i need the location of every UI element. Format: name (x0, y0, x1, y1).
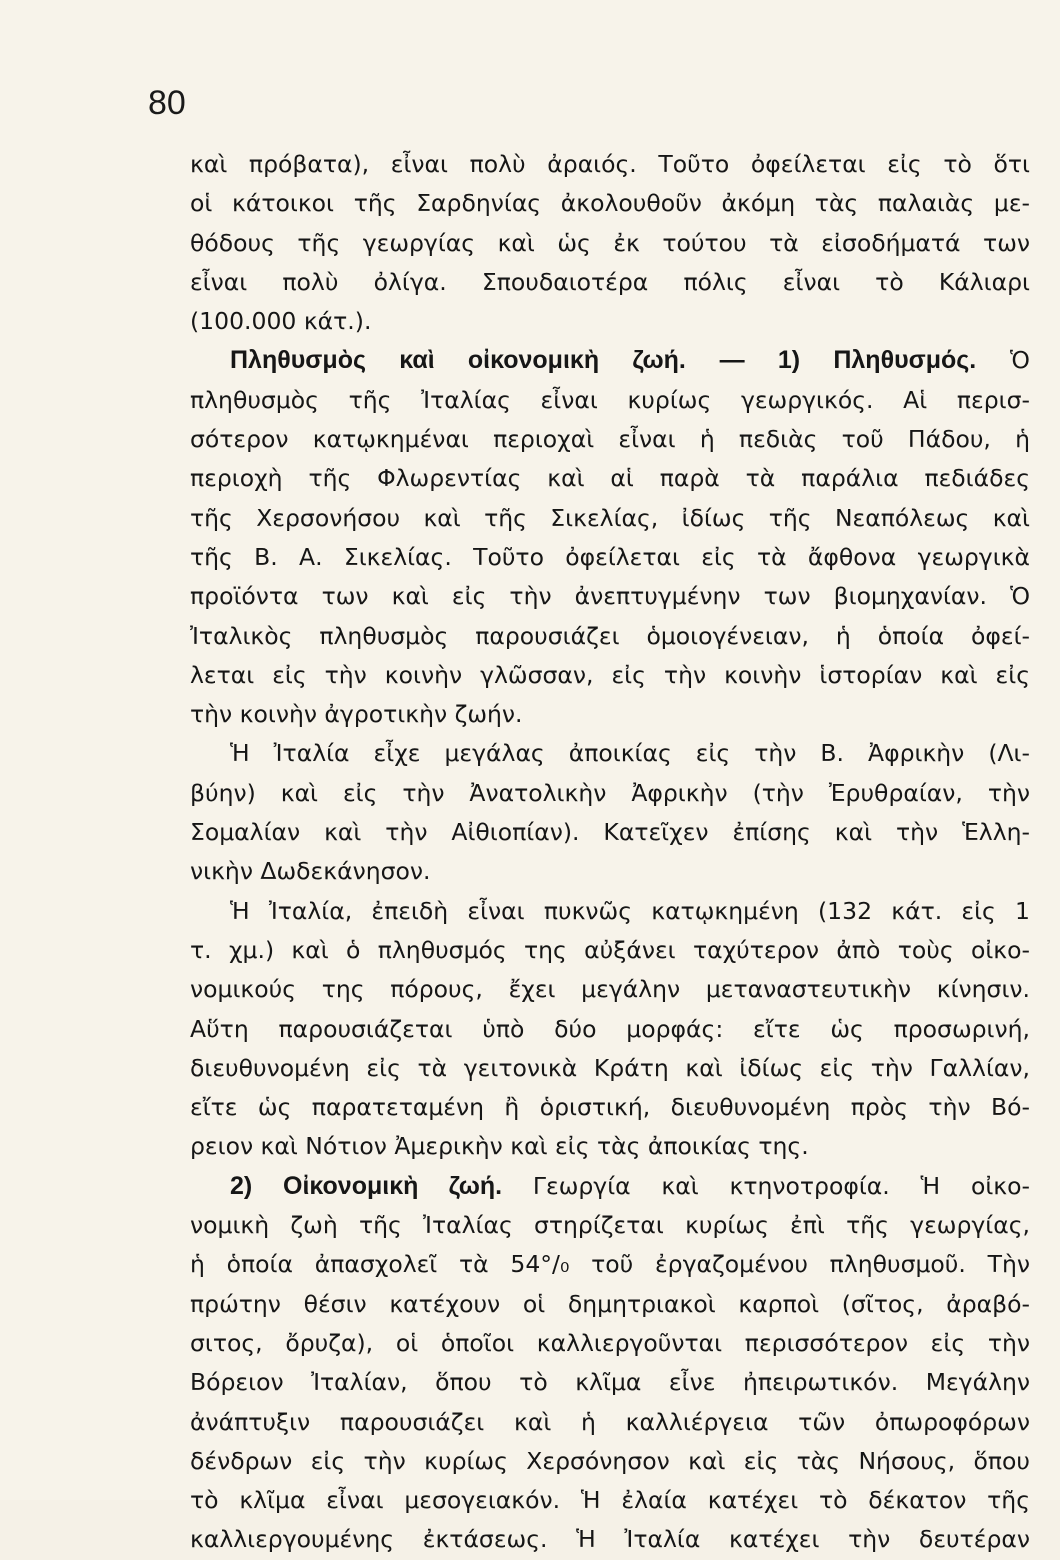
text-line: νομικούς της πόρους, ἔχει μεγάλην μεταναστευτικὴν κίνησιν. (190, 975, 1030, 1004)
text-line: σότερον κατῳκημέναι περιοχαὶ εἶναι ἡ πεδιὰς τοῦ Πάδου, ἡ (190, 425, 1030, 454)
text-line: πρώτην θέσιν κατέχουν οἱ δημητριακοὶ καρποὶ (σῖτος, ἀραβό- (190, 1289, 1030, 1318)
text-line: τὴν κοινὴν ἀγροτικὴν ζωήν. (190, 700, 523, 729)
text-line: νικὴν Δωδεκάνησον. (190, 857, 431, 886)
text-line: Αὕτη παρουσιάζεται ὑπὸ δύο μορφάς: εἴτε ὡς προσωρινή, (190, 1014, 1030, 1043)
section-heading: Πληθυσμὸς καὶ οἰκονομικὴ ζωή. (230, 346, 686, 375)
text-line: Σομαλίαν καὶ τὴν Αἰθιοπίαν). Κατεῖχεν ἐπίσης καὶ τὴν Ἑλλη- (190, 818, 1030, 847)
text-line: καλλιεργουμένης ἐκτάσεως. Ἡ Ἰταλία κατέχει τὴν δευτέραν (190, 1525, 1030, 1554)
text-line: βύην) καὶ εἰς τὴν Ἀνατολικὴν Ἀφρικὴν (τὴν Ἐρυθραίαν, τὴν (190, 778, 1030, 807)
text-line: Ἡ Ἰταλία, ἐπειδὴ εἶναι πυκνῶς κατῳκημένη (132 κάτ. εἰς 1 (230, 896, 1030, 925)
section-heading-line (190, 1167, 1030, 1206)
text-line: εἶναι πολὺ ὀλίγα. Σπουδαιοτέρα πόλις εἶναι τὸ Κάλιαρι (190, 267, 1030, 296)
text-line: λεται εἰς τὴν κοινὴν γλῶσσαν, εἰς τὴν κοινὴν ἱστορίαν καὶ εἰς (190, 660, 1030, 689)
text-line: τῆς Β. Α. Σικελίας. Τοῦτο ὀφείλεται εἰς τὰ ἄφθονα γεωργικὰ (190, 542, 1030, 571)
text-line: πληθυσμὸς τῆς Ἰταλίας εἶναι κυρίως γεωργικός. Αἱ περισ- (190, 385, 1030, 414)
text-line: περιοχὴ τῆς Φλωρεντίας καὶ αἱ παρὰ τὰ παράλια πεδιάδες (190, 464, 1030, 493)
text-line: Ἰταλικὸς πληθυσμὸς παρουσιάζει ὁμοιογένειαν, ἡ ὁποία ὀφεί- (190, 621, 1030, 650)
text-fragment: Ὁ (1010, 346, 1030, 375)
text-line: Βόρειον Ἰταλίαν, ὅπου τὸ κλῖμα εἶνε ἠπειρωτικόν. Μεγάλην (190, 1368, 1030, 1397)
text-line: (100.000 κάτ.). (190, 307, 372, 336)
section-heading-line (190, 341, 1030, 380)
text-line: τ. χμ.) καὶ ὁ πληθυσμός της αὐξάνει ταχύτερον ἀπὸ τοὺς οἰκο- (190, 935, 1030, 964)
section-number: 2) (230, 1171, 253, 1200)
text-line: καὶ πρόβατα), εἶναι πολὺ ἀραιός. Τοῦτο ὀφείλεται εἰς τὸ ὅτι (190, 150, 1030, 178)
text-line: τὸ κλῖμα εἶναι μεσογειακόν. Ἡ ἐλαία κατέχει τὸ δέκατον τῆς (190, 1486, 1030, 1515)
text-line: προϊόντα των καὶ εἰς τὴν ἀνεπτυγμένην των βιομηχανίαν. Ὁ (190, 582, 1030, 611)
text-line: θόδους τῆς γεωργίας καὶ ὡς ἐκ τούτου τὰ εἰσοδήματά των (190, 228, 1030, 257)
text-line: ἀνάπτυξιν παρουσιάζει καὶ ἡ καλλιέργεια τῶν ὀπωροφόρων (190, 1407, 1030, 1436)
page-number: 80 (148, 84, 186, 122)
text-line: εἴτε ὡς παρατεταμένη ἢ ὁριστική, διευθυνομένη πρὸς τὴν Βό- (190, 1093, 1030, 1122)
text-line: σιτος, ὄρυζα), οἱ ὁποῖοι καλλιεργοῦνται περισσότερον εἰς τὴν (190, 1328, 1030, 1357)
section-heading: Οἰκονομικὴ ζωή. (283, 1171, 503, 1200)
text-line: τῆς Χερσονήσου καὶ τῆς Σικελίας, ἰδίως τῆς Νεαπόλεως καὶ (190, 503, 1030, 532)
text-fragment: Γεωργία καὶ κτηνοτροφία. Ἡ οἰκο- (532, 1171, 1030, 1200)
text-line: Ἡ Ἰταλία εἶχε μεγάλας ἀποικίας εἰς τὴν Β. Ἀφρικὴν (Λι- (230, 739, 1030, 768)
text-line: ρειον καὶ Νότιον Ἀμερικὴν καὶ εἰς τὰς ἀποικίας της. (190, 1132, 809, 1161)
subsection-heading: — 1) Πληθυσμός. (719, 346, 977, 375)
text-line: δένδρων εἰς τὴν κυρίως Χερσόνησον καὶ εἰς τὰς Νήσους, ὅπου (190, 1446, 1030, 1475)
text-line: οἱ κάτοικοι τῆς Σαρδηνίας ἀκολουθοῦν ἀκόμη τὰς παλαιὰς με- (190, 189, 1030, 218)
text-line: διευθυνομένη εἰς τὰ γειτονικὰ Κράτη καὶ ἰδίως εἰς τὴν Γαλλίαν, (190, 1053, 1030, 1082)
text-line: νομικὴ ζωὴ τῆς Ἰταλίας στηρίζεται κυρίως ἐπὶ τῆς γεωργίας, (190, 1211, 1030, 1240)
body-text (190, 145, 1030, 1560)
text-line: ἡ ὁποία ἀπασχολεῖ τὰ 54°/₀ τοῦ ἐργαζομένου πληθυσμοῦ. Τὴν (190, 1250, 1030, 1279)
